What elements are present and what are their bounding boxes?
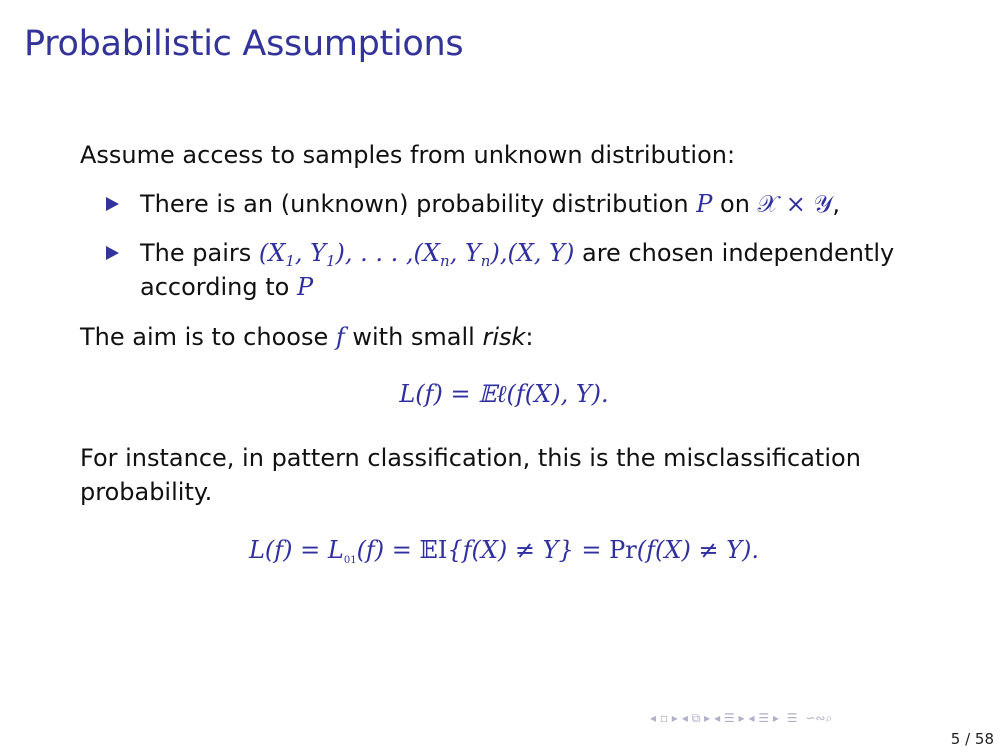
nav-first-icon[interactable]: ◂ ▫ ▸ xyxy=(650,711,678,725)
bullet-2-pre: The pairs xyxy=(140,239,259,267)
nav-section-icon[interactable]: ◂ ☰ ▸ xyxy=(714,711,745,725)
aim-f: f xyxy=(335,323,345,351)
aim-mid: with small xyxy=(344,323,483,351)
nav-subsection-icon[interactable]: ◂ ☰ ▸ xyxy=(748,711,779,725)
aim-post: : xyxy=(525,323,534,351)
page-number: 5 / 58 xyxy=(950,730,994,748)
bullet-1-mid: on xyxy=(712,190,758,218)
bullet-2-post: are chosen independently xyxy=(574,239,895,267)
bullet-marker-icon xyxy=(106,246,119,260)
bullet-2-line-2 xyxy=(140,270,313,304)
nav-frame-icon[interactable]: ◂ ⧉ ▸ xyxy=(681,711,711,725)
aim-risk: risk xyxy=(482,323,526,351)
bullet-2-line2-pre: according to xyxy=(140,273,297,301)
bullet-2-P: P xyxy=(296,273,314,301)
bullet-2 xyxy=(140,236,894,270)
beamer-navigation xyxy=(650,710,832,726)
bullet-1-pre: There is an (unknown) probability distribution xyxy=(140,190,697,218)
bullet-1 xyxy=(140,187,840,221)
misclassification-equation: $L(f) = L_{01}(f)$ = 𝔼I{f(X) ≠ Y} = Pr(f(X) ≠ Y). xyxy=(248,536,760,566)
bullet-1-space: 𝒳 × 𝒴 xyxy=(757,190,833,218)
instance-line-1: For instance, in pattern classification, this is the misclassification xyxy=(80,444,861,472)
bullet-1-P: P xyxy=(696,190,713,218)
intro-text: Assume access to samples from unknown distribution: xyxy=(80,141,736,169)
nav-align-icon[interactable]: ☰ xyxy=(782,711,802,725)
aim-pre: The aim is to choose xyxy=(80,323,336,351)
aim-text xyxy=(80,320,534,354)
bullet-2-pairs: ($X_1$, $Y_1$), . . . $,(X_n$, $Y_n),(X$, Y) xyxy=(258,239,575,270)
slide-title: Probabilistic Assumptions xyxy=(24,24,464,64)
bullet-marker-icon xyxy=(106,197,119,211)
bullet-1-post: , xyxy=(832,190,840,218)
nav-search-icon[interactable]: ∽∾⌕ xyxy=(805,711,833,725)
risk-equation: L(f) = 𝔼ℓ(f(X), Y). xyxy=(399,380,609,408)
instance-line-2: probability. xyxy=(80,478,213,506)
